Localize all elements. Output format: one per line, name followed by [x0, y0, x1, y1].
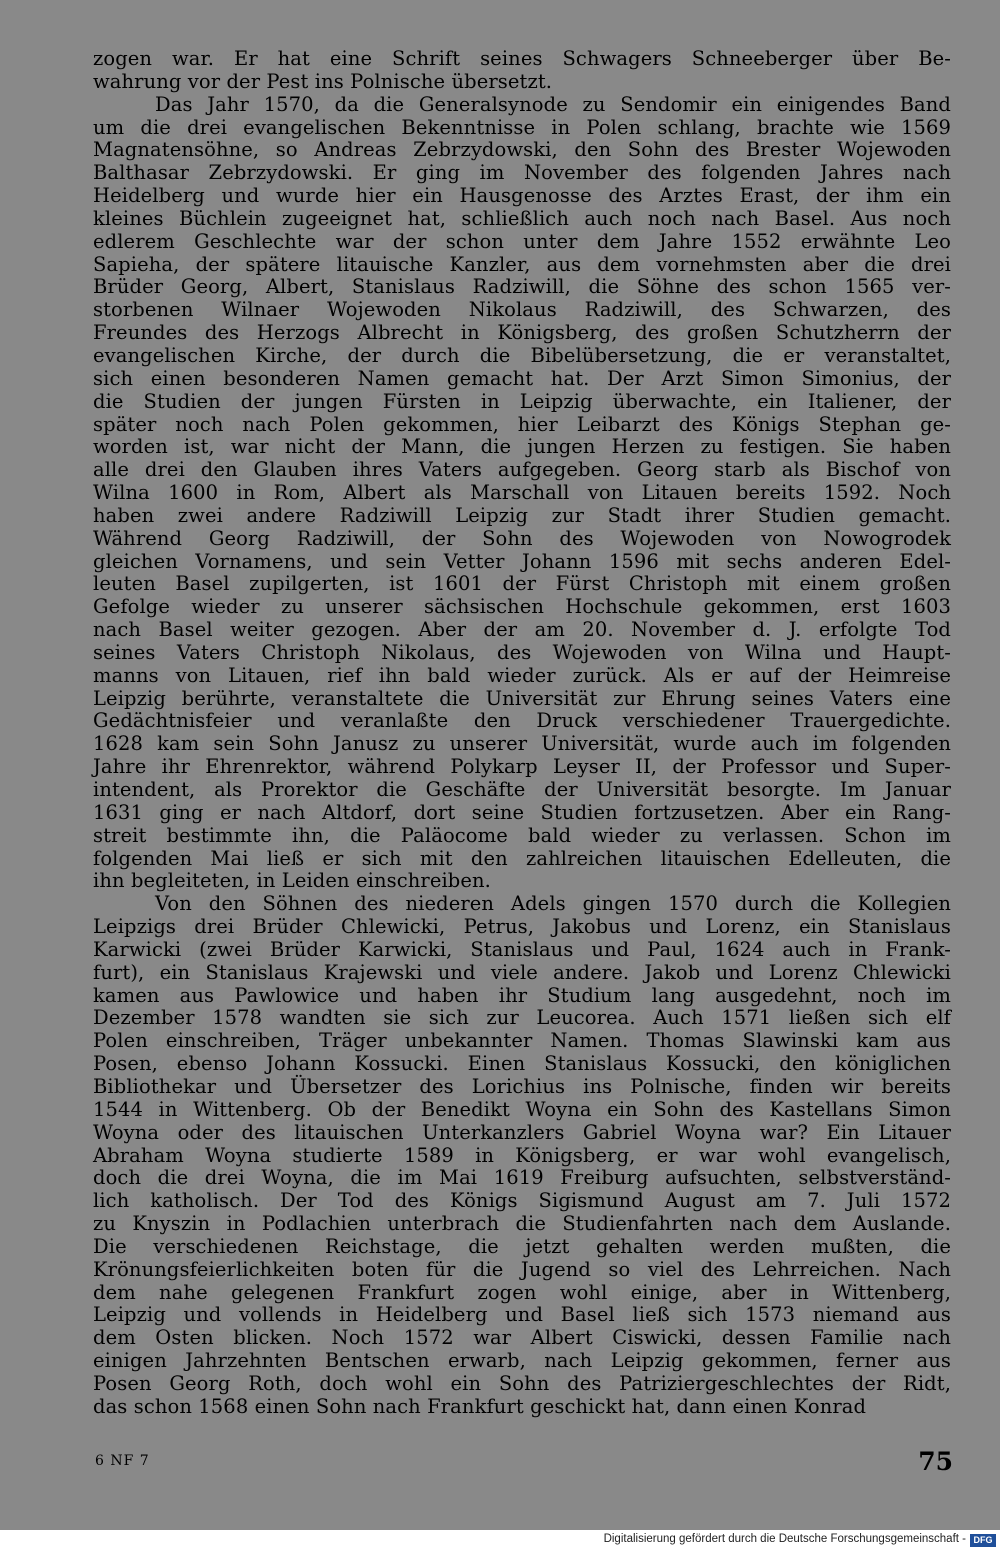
text-line: edlerem Geschlechte war der schon unter dem Jahre 1552 erwähnte Leo	[93, 229, 951, 253]
text-line: Leipzigs drei Brüder Chlewicki, Petrus, Jakobus und Lorenz, ein Stanislaus	[93, 915, 951, 939]
text-line: um die drei evangelischen Bekenntnisse in Polen schlang, brachte wie 1569	[93, 115, 951, 139]
body-text	[93, 48, 951, 1419]
text-line: Gefolge wieder zu unserer sächsischen Hochschule gekommen, erst 1603	[93, 595, 951, 619]
text-line: einigen Jahrzehnten Bentschen erwarb, nach Leipzig gekommen, ferner aus	[93, 1349, 951, 1373]
text-line: doch die drei Woyna, die im Mai 1619 Freiburg aufsuchten, selbstverständ-	[93, 1166, 951, 1190]
paragraph	[93, 94, 951, 894]
text-line: kamen aus Pawlowice und haben ihr Studium lang ausgedehnt, noch im	[93, 983, 951, 1007]
printer-signature: 6 NF 7	[95, 1453, 150, 1469]
text-line: zogen war. Er hat eine Schrift seines Schwagers Schneeberger über Be-	[93, 47, 951, 70]
text-line: Heidelberg und wurde hier ein Hausgenosse des Arztes Erast, der ihm ein	[93, 184, 951, 208]
text-line: manns von Litauen, rief ihn bald wieder zurück. Als er auf der Heimreise	[93, 663, 951, 687]
text-line: Balthasar Zebrzydowski. Er ging im November des folgenden Jahres nach	[93, 161, 951, 185]
dfg-logo-icon: DFG	[970, 1534, 996, 1547]
text-line: Von den Söhnen des niederen Adels gingen 1570 durch die Kollegien	[155, 892, 951, 916]
text-line: ihn begleiteten, in Leiden einschreiben.	[93, 869, 491, 893]
text-line: Leipzig berührte, veranstaltete die Universität zur Ehrung seines Vaters eine	[93, 686, 951, 710]
text-line: seines Vaters Christoph Nikolaus, des Wojewoden von Wilna und Haupt-	[93, 640, 951, 664]
text-line: 1631 ging er nach Altdorf, dort seine Studien fortzusetzen. Aber ein Rang-	[93, 800, 951, 824]
text-line: Das Jahr 1570, da die Generalsynode zu Sendomir ein einigendes Band	[155, 92, 951, 116]
paragraph	[93, 48, 951, 94]
text-line: Dezember 1578 wandten sie sich zur Leucorea. Auch 1571 ließen sich elf	[93, 1006, 951, 1030]
text-line: intendent, als Prorektor die Geschäfte der Universität besorgte. Im Januar	[93, 778, 951, 801]
text-line: das schon 1568 einen Sohn nach Frankfurt geschickt hat, dann einen Konrad	[93, 1394, 867, 1418]
text-line: 1544 in Wittenberg. Ob der Benedikt Woyna ein Sohn des Kastellans Simon	[93, 1097, 951, 1121]
text-line: Posen Georg Roth, doch wohl ein Sohn des Patriziergeschlechtes der Ridt,	[93, 1371, 951, 1395]
text-line: haben zwei andere Radziwill Leipzig zur Stadt ihrer Studien gemacht.	[93, 503, 951, 527]
text-line: streit bestimmte ihn, die Paläocome bald wieder zu verlassen. Schon im	[93, 823, 951, 847]
text-line: Wilna 1600 in Rom, Albert als Marschall von Litauen bereits 1592. Noch	[93, 481, 951, 505]
text-line: später noch nach Polen gekommen, hier Leibarzt des Königs Stephan ge-	[93, 412, 951, 436]
text-line: lich katholisch. Der Tod des Königs Sigismund August am 7. Juli 1572	[93, 1189, 951, 1213]
text-line: Magnatensöhne, so Andreas Zebrzydowski, den Sohn des Brester Wojewoden	[93, 138, 951, 162]
text-line: nach Basel weiter gezogen. Aber der am 20. November d. J. erfolgte Tod	[93, 618, 951, 642]
text-line: zu Knyszin in Podlachien unterbrach die Studienfahrten nach dem Auslande.	[93, 1212, 951, 1236]
text-line: Bibliothekar und Übersetzer des Lorichius ins Polnische, finden wir bereits	[93, 1074, 951, 1098]
text-line: Leipzig und vollends in Heidelberg und Basel ließ sich 1573 niemand aus	[93, 1303, 951, 1327]
text-line: sich einen besonderen Namen gemacht hat. Der Arzt Simon Simonius, der	[93, 366, 951, 390]
text-line: kleines Büchlein zugeeignet hat, schließlich auch noch nach Basel. Aus noch	[93, 206, 951, 230]
page-number: 75	[918, 1447, 953, 1476]
text-line: Karwicki (zwei Brüder Karwicki, Stanislaus und Paul, 1624 auch in Frank-	[93, 937, 951, 961]
text-line: evangelischen Kirche, der durch die Bibelübersetzung, die er veranstaltet,	[93, 343, 951, 367]
text-line: Die verschiedenen Reichstage, die jetzt gehalten werden mußten, die	[93, 1234, 951, 1258]
text-line: Abraham Woyna studierte 1589 in Königsberg, er war wohl evangelisch,	[93, 1143, 951, 1167]
text-line: Krönungsfeierlichkeiten boten für die Jugend so viel des Lehrreichen. Nach	[93, 1257, 951, 1281]
text-line: gleichen Vornamens, und sein Vetter Johann 1596 mit sechs anderen Edel-	[93, 549, 951, 573]
text-line: leuten Basel zupilgerten, ist 1601 der Fürst Christoph mit einem großen	[93, 572, 951, 596]
text-line: dem Osten blicken. Noch 1572 war Albert Ciswicki, dessen Familie nach	[93, 1326, 951, 1350]
text-line: Polen einschreiben, Träger unbekannter Namen. Thomas Slawinski kam aus	[93, 1029, 951, 1053]
text-line: die Studien der jungen Fürsten in Leipzig überwachte, ein Italiener, der	[93, 389, 951, 413]
text-line: 1628 kam sein Sohn Janusz zu unserer Universität, wurde auch im folgenden	[93, 732, 951, 756]
text-line: Gedächtnisfeier und veranlaßte den Druck verschiedener Trauergedichte.	[93, 709, 951, 733]
text-line: Während Georg Radziwill, der Sohn des Wojewoden von Nowogrodek	[93, 526, 951, 550]
text-line: Woyna oder des litauischen Unterkanzlers Gabriel Woyna war? Ein Litauer	[93, 1120, 951, 1144]
text-line: folgenden Mai ließ er sich mit den zahlreichen litauischen Edelleuten, die	[93, 846, 951, 870]
text-line: Sapieha, der spätere litauische Kanzler, aus dem vornehmsten aber die drei	[93, 252, 951, 276]
footer-credit: Digitalisierung gefördert durch die Deutsche Forschungsgemeinschaft -	[603, 1533, 966, 1545]
text-line: furt), ein Stanislaus Krajewski und viele andere. Jakob und Lorenz Chlewicki	[93, 960, 951, 984]
text-line: alle drei den Glauben ihres Vaters aufgegeben. Georg starb als Bischof von	[93, 458, 951, 482]
digitization-footer	[0, 1530, 1000, 1551]
paragraph	[93, 893, 951, 1418]
text-line: Jahre ihr Ehrenrektor, während Polykarp Leyser II, der Professor und Super-	[93, 755, 951, 779]
text-line: dem nahe gelegenen Frankfurt zogen wohl einige, aber in Wittenberg,	[93, 1280, 951, 1304]
text-line: worden ist, war nicht der Mann, die jungen Herzen zu festigen. Sie haben	[93, 435, 951, 459]
text-line: Posen, ebenso Johann Kossucki. Einen Stanislaus Kossucki, den königlichen	[93, 1052, 951, 1076]
text-line: Freundes des Herzogs Albrecht in Königsberg, des großen Schutzherrn der	[93, 321, 951, 345]
text-line: wahrung vor der Pest ins Polnische übersetzt.	[93, 69, 553, 93]
text-line: Brüder Georg, Albert, Stanislaus Radziwill, die Söhne des schon 1565 ver-	[93, 275, 951, 299]
text-line: storbenen Wilnaer Wojewoden Nikolaus Radziwill, des Schwarzen, des	[93, 298, 951, 322]
